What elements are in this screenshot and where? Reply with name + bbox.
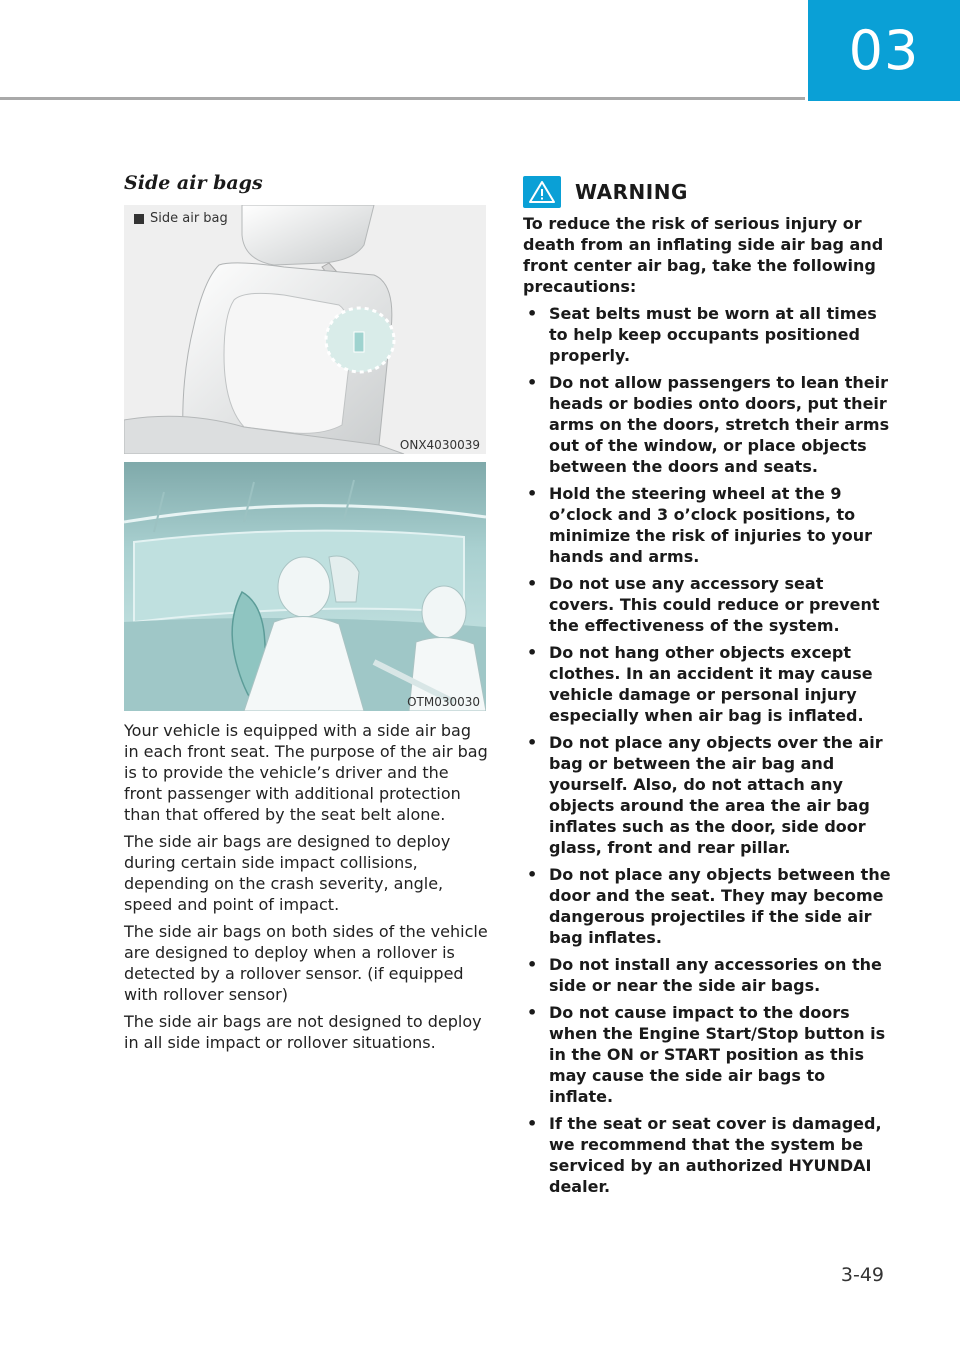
body-paragraph: The side air bags are designed to deploy during certain side impact collisions, depending on the crash severity, angle, speed and point of impact.	[124, 832, 451, 914]
cabin-illustration	[124, 462, 486, 711]
warning-item-text: Do not hang other objects except clothes. In an accident it may cause vehicle damage or personal injury especially when air bag is inflated.	[549, 643, 873, 725]
warning-item	[523, 372, 893, 477]
body-text	[124, 720, 488, 1059]
figure-code: OTM030030	[407, 695, 480, 709]
warning-triangle-icon	[523, 176, 561, 208]
bullet: •	[527, 484, 538, 503]
bullet: •	[527, 1003, 538, 1022]
caption-square-icon	[134, 214, 144, 224]
warning-item-text: Hold the steering wheel at the 9 o’clock and 3 o’clock positions, to minimize the risk of injuries to your hands and arms.	[549, 484, 872, 566]
warning-item-text: Seat belts must be worn at all times to help keep occupants positioned properly.	[549, 304, 877, 365]
warning-item	[523, 732, 893, 858]
bullet: •	[527, 865, 538, 884]
warning-item	[523, 1002, 893, 1107]
figure-code: ONX4030039	[399, 438, 480, 452]
warning-list	[523, 303, 893, 1197]
warning-item	[523, 642, 893, 726]
warning-item-text: Do not use any accessory seat covers. This could reduce or prevent the effectiveness of the system.	[549, 574, 880, 635]
warning-item	[523, 573, 893, 636]
warning-item-text: Do not place any objects between the door and the seat. They may become dangerous projectiles if the side air bag inflates.	[549, 865, 891, 947]
warning-item	[523, 954, 893, 996]
warning-item-text: Do not cause impact to the doors when the Engine Start/Stop button is in the ON or START position as this may cause the side air bags to inflate.	[549, 1003, 886, 1106]
airbag-label-tag	[354, 332, 364, 352]
bullet: •	[527, 643, 538, 662]
warning-item-text: Do not place any objects over the air bag or between the air bag and yourself. Also, do not attach any objects around the area the air bag inflates such as the door, side door glass, front and rear pillar.	[549, 733, 883, 857]
warning-title: WARNING	[575, 180, 688, 204]
warning-item	[523, 483, 893, 567]
warning-item	[523, 864, 893, 948]
body-paragraph: Your vehicle is equipped with a side air bag in each front seat. The purpose of the air bag is to provide the vehicle’s driver and the front passenger with additional protection than that offered by the seat belt alone.	[124, 721, 488, 824]
warning-header	[523, 175, 893, 209]
body-paragraph: The side air bags on both sides of the vehicle are designed to deploy when a rollover is detected by a rollover sensor. (if equipped with rollover sensor)	[124, 922, 488, 1004]
figure-seat-airbag	[124, 205, 486, 454]
figure-cabin-airbag	[124, 462, 486, 711]
seat-illustration	[124, 205, 486, 454]
warning-item	[523, 303, 893, 366]
bullet: •	[527, 955, 538, 974]
figure-caption	[134, 211, 228, 226]
warning-intro: To reduce the risk of serious injury or death from an inflating side air bag and front center air bag, take the following precautions:	[523, 214, 884, 296]
figure-caption-text: Side air bag	[150, 211, 228, 226]
warning-item-text: If the seat or seat cover is damaged, we recommend that the system be serviced by an authorized HYUNDAI dealer.	[549, 1114, 882, 1196]
bullet: •	[527, 373, 538, 392]
bullet: •	[527, 1114, 538, 1133]
page-number: 3-49	[840, 1264, 884, 1286]
bullet: •	[527, 304, 538, 323]
bullet: •	[527, 733, 538, 752]
warning-item	[523, 1113, 893, 1197]
body-paragraph: The side air bags are not designed to deploy in all side impact or rollover situations.	[124, 1012, 482, 1052]
header-rule	[0, 97, 805, 100]
section-title: Side air bags	[124, 172, 263, 194]
warning-item-text: Do not install any accessories on the side or near the side air bags.	[549, 955, 882, 995]
warning-item-text: Do not allow passengers to lean their heads or bodies onto doors, put their arms on the doors, stretch their arms out of the window, or place objects between the doors and seats.	[549, 373, 890, 476]
chapter-tab: 03	[808, 0, 960, 101]
bullet: •	[527, 574, 538, 593]
warning-box	[523, 175, 893, 1203]
